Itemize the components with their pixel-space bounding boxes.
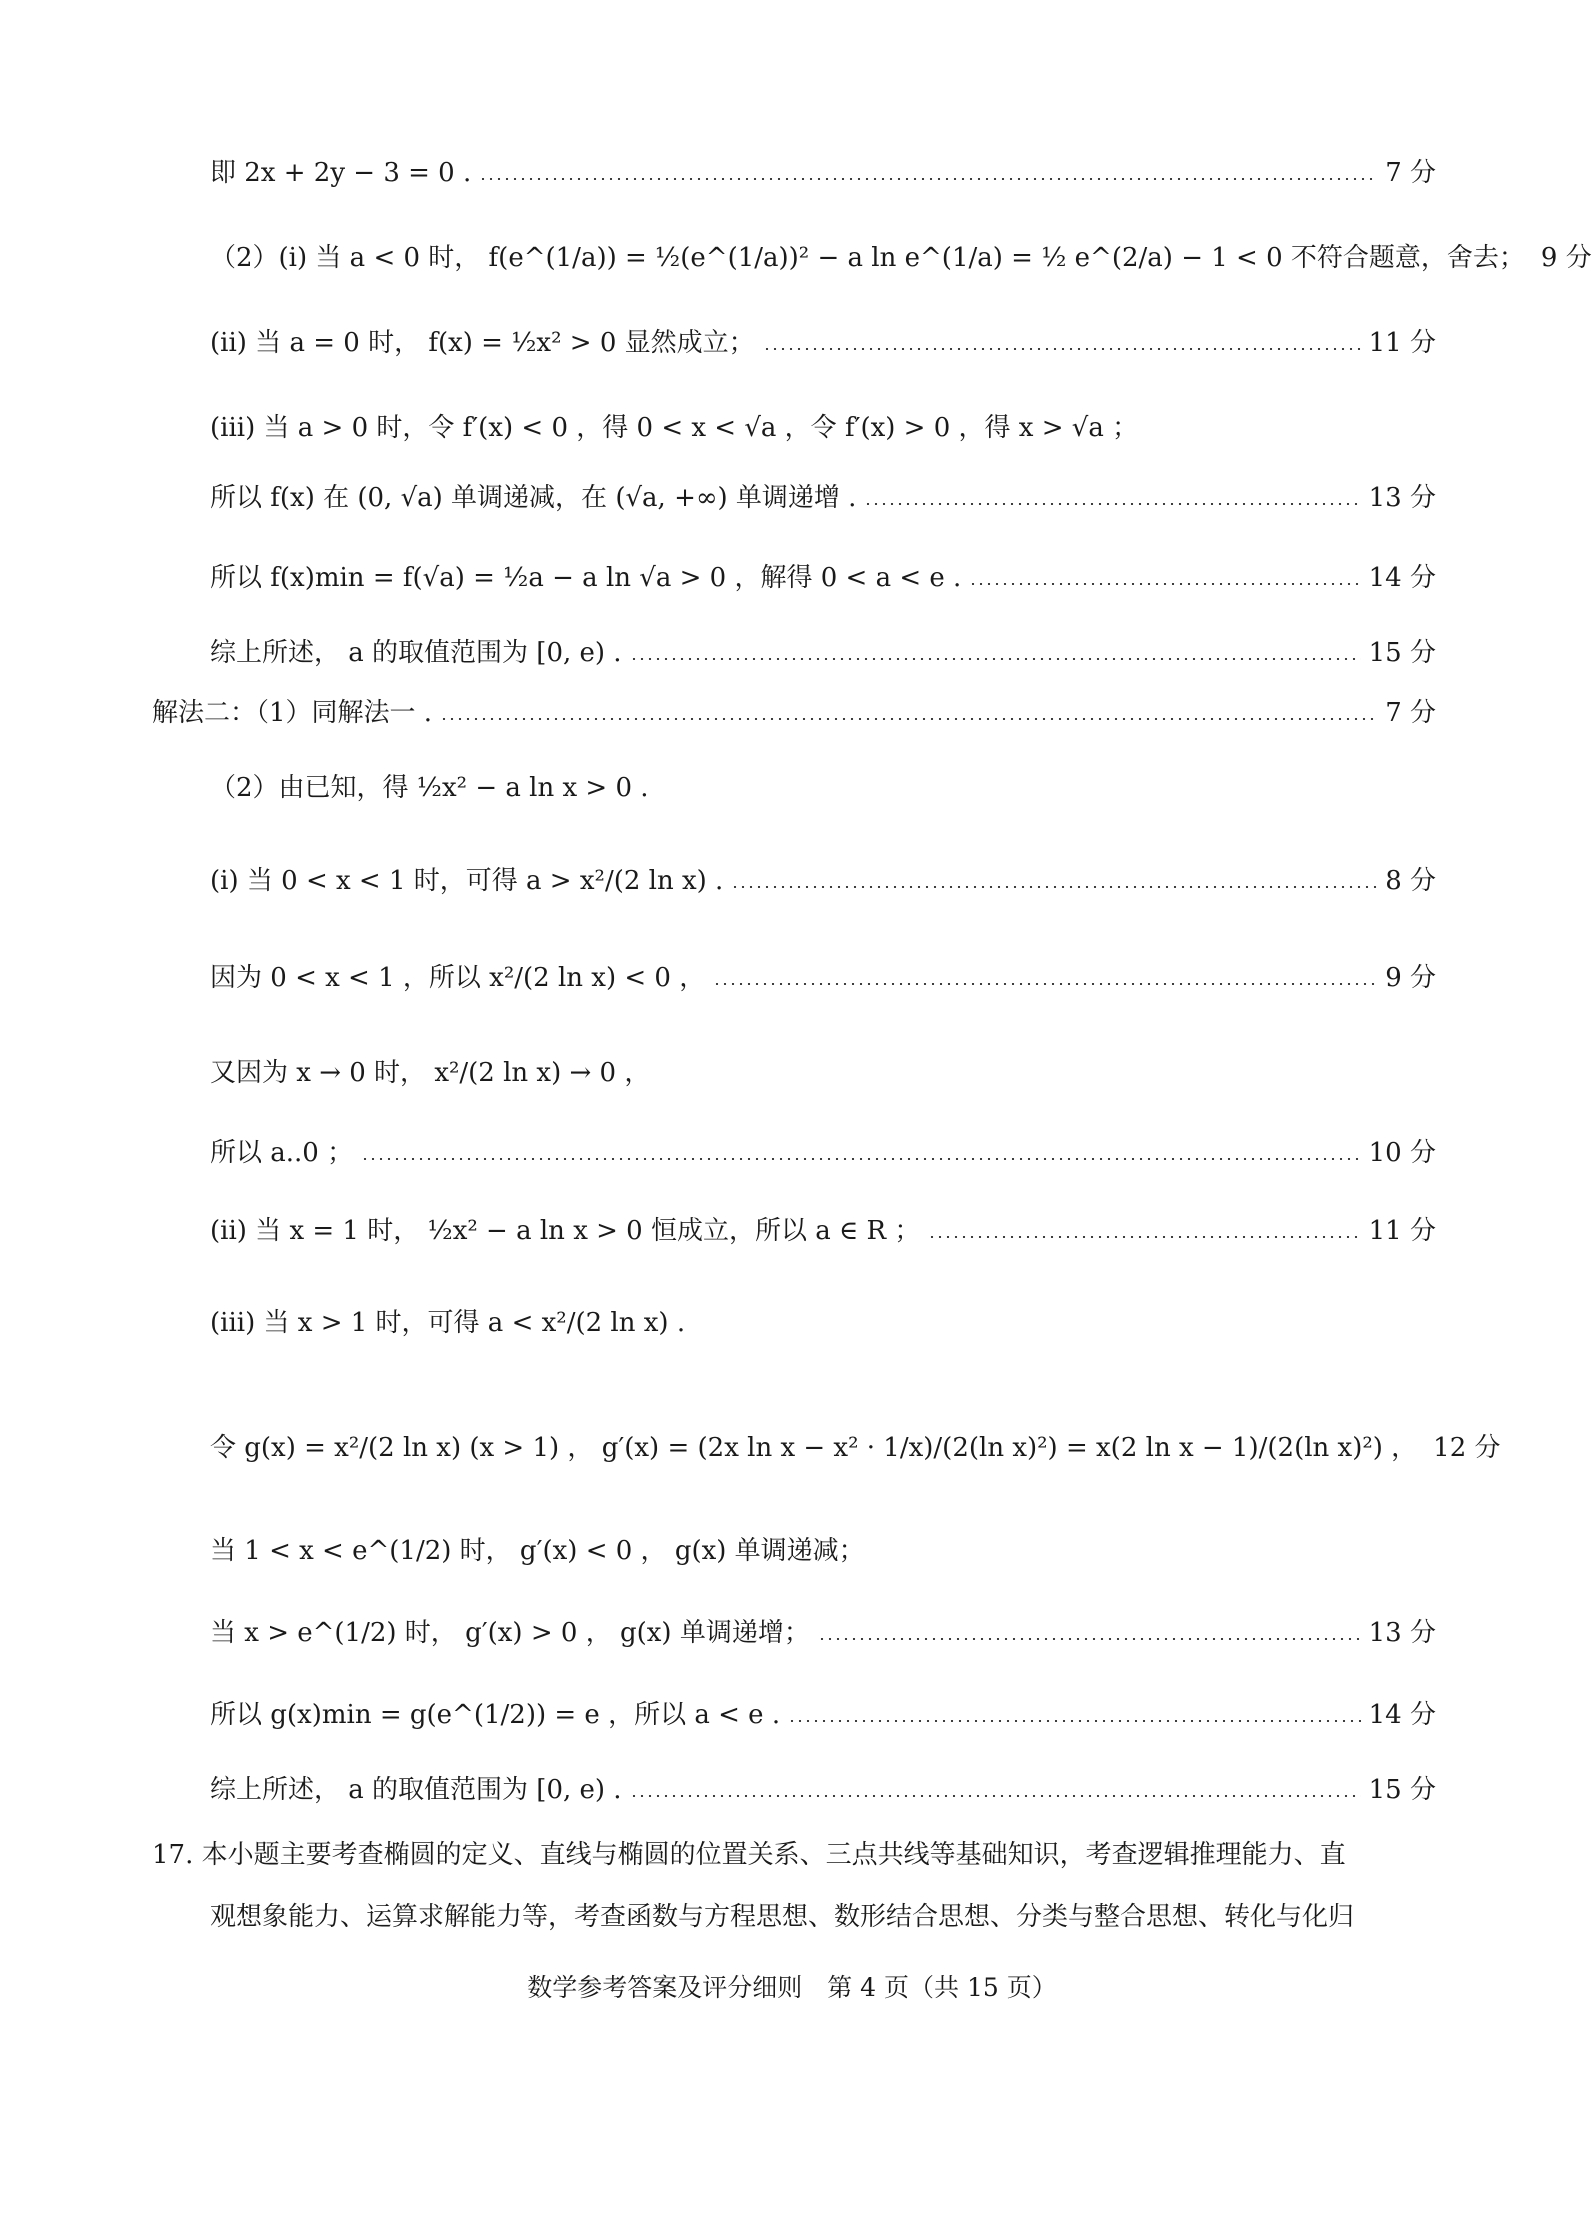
solution-line-20 bbox=[210, 1777, 1436, 1803]
score-label: 7 分 bbox=[1385, 698, 1436, 728]
solution-line-17 bbox=[210, 1538, 1436, 1564]
line-text: 令 g(x) = x²/(2 ln x) (x > 1) ， g′(x) = (2x ln x − x² · 1/x)/(2(ln x)²) = x(2 ln x − 1)/(2(ln x)²) ， bbox=[210, 1433, 1418, 1463]
line-text: 当 1 < x < e^(1/2) 时， g′(x) < 0 ， g(x) 单调递减； bbox=[210, 1536, 865, 1566]
score-label: 12 分 bbox=[1433, 1433, 1501, 1463]
solution-line-12 bbox=[210, 1060, 1436, 1086]
dot-leader bbox=[818, 1638, 1361, 1640]
line-text: （2）(i) 当 a < 0 时， f(e^(1/a)) = ½(e^(1/a))² − a ln e^(1/a) = ½ e^(2/a) − 1 < 0 不符合题意，舍去； bbox=[210, 243, 1525, 273]
dot-leader bbox=[928, 1236, 1360, 1238]
score-label: 13 分 bbox=[1368, 1618, 1436, 1648]
score-label: 14 分 bbox=[1368, 563, 1436, 593]
solution-line-15 bbox=[210, 1310, 1436, 1336]
dot-leader bbox=[788, 1720, 1361, 1722]
line-text: (iii) 当 a > 0 时，令 f′(x) < 0 ，得 0 < x < √a ，令 f′(x) > 0 ，得 x > √a ； bbox=[210, 413, 1139, 443]
solution-line-16 bbox=[210, 1433, 1501, 1463]
solution-line-3 bbox=[210, 330, 1436, 356]
solution-line-6 bbox=[210, 565, 1436, 591]
solution-line-19 bbox=[210, 1702, 1436, 1728]
line-text: 所以 g(x)min = g(e^(1/2)) = e ，所以 a < e . bbox=[210, 1700, 781, 1730]
score-label: 7 分 bbox=[1385, 158, 1436, 188]
line-text: 又因为 x → 0 时， x²/(2 ln x) → 0 ， bbox=[210, 1058, 651, 1088]
line-text: (i) 当 0 < x < 1 时，可得 a > x²/(2 ln x) . bbox=[210, 866, 724, 896]
dot-leader bbox=[969, 583, 1360, 585]
solution-line-10 bbox=[210, 868, 1436, 894]
line-text: 所以 f(x)min = f(√a) = ½a − a ln √a > 0 ，解得 0 < a < e . bbox=[210, 563, 962, 593]
dot-leader bbox=[479, 178, 1377, 180]
line-text: 即 2x + 2y − 3 = 0 . bbox=[210, 158, 472, 188]
score-label: 11 分 bbox=[1368, 328, 1436, 358]
solution-line-4 bbox=[210, 415, 1436, 441]
line-text: 综上所述， a 的取值范围为 [0, e) . bbox=[210, 638, 622, 668]
line-text: (ii) 当 x = 1 时， ½x² − a ln x > 0 恒成立，所以 a ∈ R ； bbox=[210, 1216, 921, 1246]
score-label: 9 分 bbox=[1540, 243, 1592, 273]
dot-leader bbox=[361, 1158, 1361, 1160]
dot-leader bbox=[440, 718, 1377, 720]
line-text: (ii) 当 a = 0 时， f(x) = ½x² > 0 显然成立； bbox=[210, 328, 755, 358]
solution-line-2 bbox=[210, 243, 1592, 273]
score-label: 11 分 bbox=[1368, 1216, 1436, 1246]
line-text: (iii) 当 x > 1 时，可得 a < x²/(2 ln x) . bbox=[210, 1308, 686, 1338]
solution-line-8 bbox=[152, 700, 1436, 726]
score-label: 9 分 bbox=[1385, 963, 1436, 993]
solution-line-11 bbox=[210, 965, 1436, 991]
solution-line-18 bbox=[210, 1620, 1436, 1646]
solution-line-5 bbox=[210, 485, 1436, 511]
dot-leader bbox=[731, 886, 1377, 888]
solution-line-9 bbox=[210, 775, 1436, 801]
line-text: 所以 f(x) 在 (0, √a) 单调递减，在 (√a, +∞) 单调递增 . bbox=[210, 483, 857, 513]
solution-line-7 bbox=[210, 640, 1436, 666]
dot-leader bbox=[630, 658, 1361, 660]
solution-line-1 bbox=[210, 160, 1436, 186]
line-text: 所以 a..0 ； bbox=[210, 1138, 354, 1168]
score-label: 14 分 bbox=[1368, 1700, 1436, 1730]
solution-line-14 bbox=[210, 1218, 1436, 1244]
line-text: 解法二：（1）同解法一 . bbox=[152, 698, 433, 728]
score-label: 8 分 bbox=[1385, 866, 1436, 896]
line-text: 综上所述， a 的取值范围为 [0, e) . bbox=[210, 1775, 622, 1805]
dot-leader bbox=[630, 1795, 1361, 1797]
dot-leader bbox=[864, 503, 1360, 505]
line-text: （2）由已知，得 ½x² − a ln x > 0 . bbox=[210, 773, 649, 803]
dot-leader bbox=[713, 983, 1377, 985]
line-text: 因为 0 < x < 1 ，所以 x²/(2 ln x) < 0 ， bbox=[210, 963, 706, 993]
problem-17-line-2: 观想象能力、运算求解能力等，考查函数与方程思想、数形结合思想、分类与整合思想、转化与化归 bbox=[210, 1902, 1355, 1932]
score-label: 13 分 bbox=[1368, 483, 1436, 513]
page-footer: 数学参考答案及评分细则 第 4 页（共 15 页） bbox=[527, 1973, 1057, 2002]
score-label: 10 分 bbox=[1368, 1138, 1436, 1168]
line-text: 当 x > e^(1/2) 时， g′(x) > 0 ， g(x) 单调递增； bbox=[210, 1618, 810, 1648]
solution-line-13 bbox=[210, 1140, 1436, 1166]
dot-leader bbox=[763, 348, 1361, 350]
score-label: 15 分 bbox=[1368, 638, 1436, 668]
problem-17-line-1: 17. 本小题主要考查椭圆的定义、直线与椭圆的位置关系、三点共线等基础知识，考查逻辑推理能力、直 bbox=[152, 1840, 1346, 1870]
score-label: 15 分 bbox=[1368, 1775, 1436, 1805]
